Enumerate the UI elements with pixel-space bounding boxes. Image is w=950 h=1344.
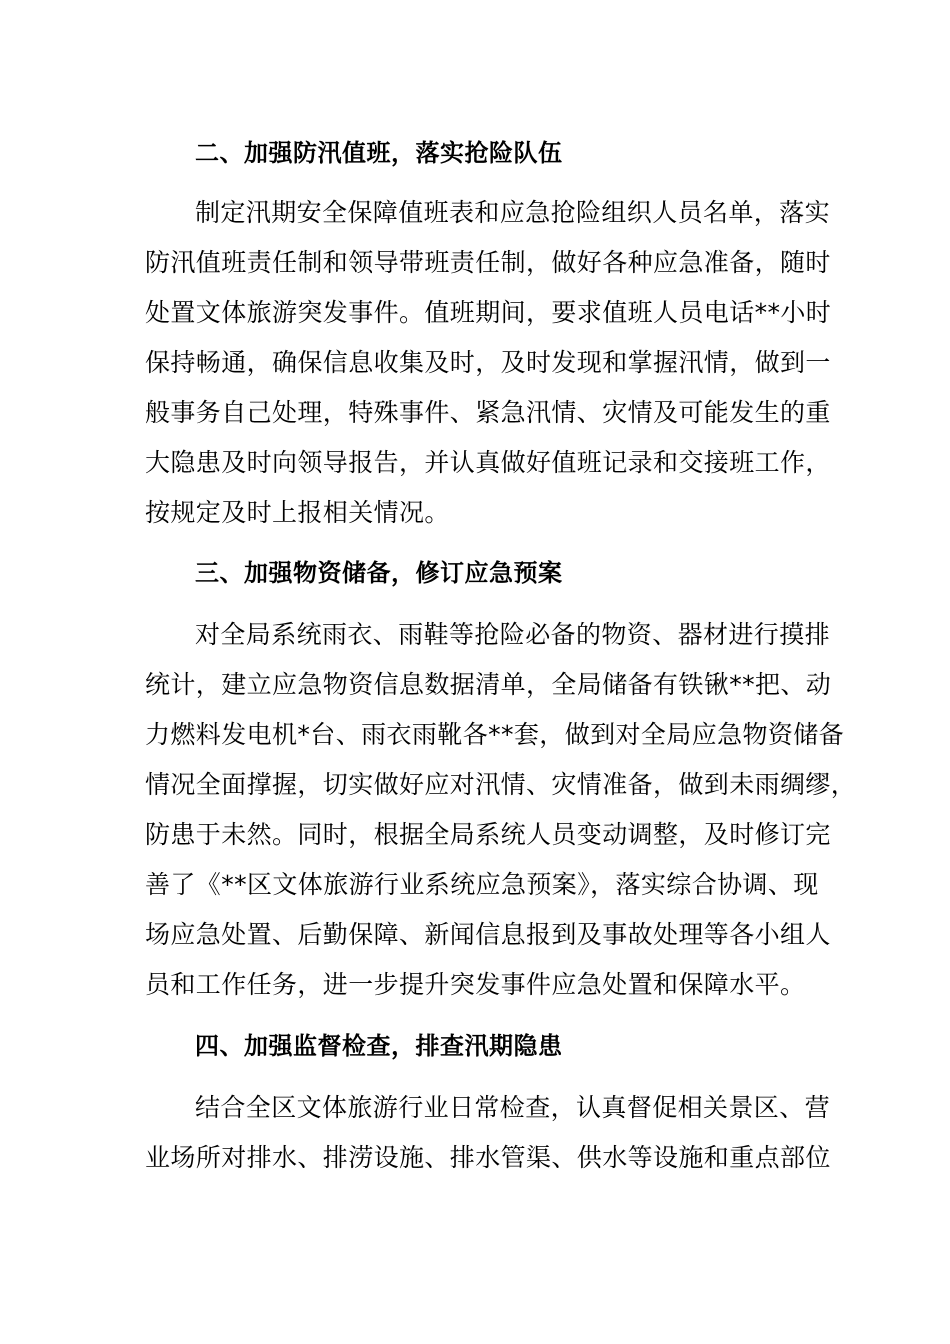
paragraph-line: 保持畅通，确保信息收集及时，及时发现和掌握汛情，做到一 [145,348,831,377]
paragraph-line: 防汛值班责任制和领导带班责任制，做好各种应急准备，随时 [145,248,831,277]
paragraph-line: 大隐患及时向领导报告，并认真做好值班记录和交接班工作， [145,448,831,477]
paragraph-line: 般事务自己处理，特殊事件、紧急汛情、灾情及可能发生的重 [145,398,831,427]
paragraph-line: 对全局系统雨衣、雨鞋等抢险必备的物资、器材进行摸排 [195,620,831,649]
paragraph-line: 防患于未然。同时，根据全局系统人员变动调整，及时修订完 [145,820,831,849]
paragraph-line: 善了《**区文体旅游行业系统应急预案》，落实综合协调、现 [145,870,819,899]
paragraph-line: 按规定及时上报相关情况。 [145,498,450,527]
paragraph-line: 情况全面撑握，切实做好应对汛情、灾情准备，做到未雨绸缪， [145,770,857,799]
paragraph-line: 制定汛期安全保障值班表和应急抢险组织人员名单，落实 [195,198,831,227]
section-heading: 四、加强监督检查，排查汛期隐患 [195,1032,563,1060]
section-heading: 三、加强物资储备，修订应急预案 [195,559,563,587]
paragraph-line: 员和工作任务，进一步提升突发事件应急处置和保障水平。 [145,970,806,999]
paragraph-line: 场应急处置、后勤保障、新闻信息报到及事故处理等各小组人 [145,920,831,949]
paragraph-line: 结合全区文体旅游行业日常检查，认真督促相关景区、营 [195,1093,831,1122]
paragraph-line: 统计，建立应急物资信息数据清单，全局储备有铁锹**把、动 [145,670,832,699]
paragraph-line: 业场所对排水、排涝设施、排水管渠、供水等设施和重点部位 [145,1143,831,1172]
paragraph-line: 力燃料发电机*台、雨衣雨靴各**套，做到对全局应急物资储备 [145,720,845,749]
section-heading: 二、加强防汛值班，落实抢险队伍 [195,139,563,167]
paragraph-line: 处置文体旅游突发事件。值班期间，要求值班人员电话**小时 [145,298,832,327]
